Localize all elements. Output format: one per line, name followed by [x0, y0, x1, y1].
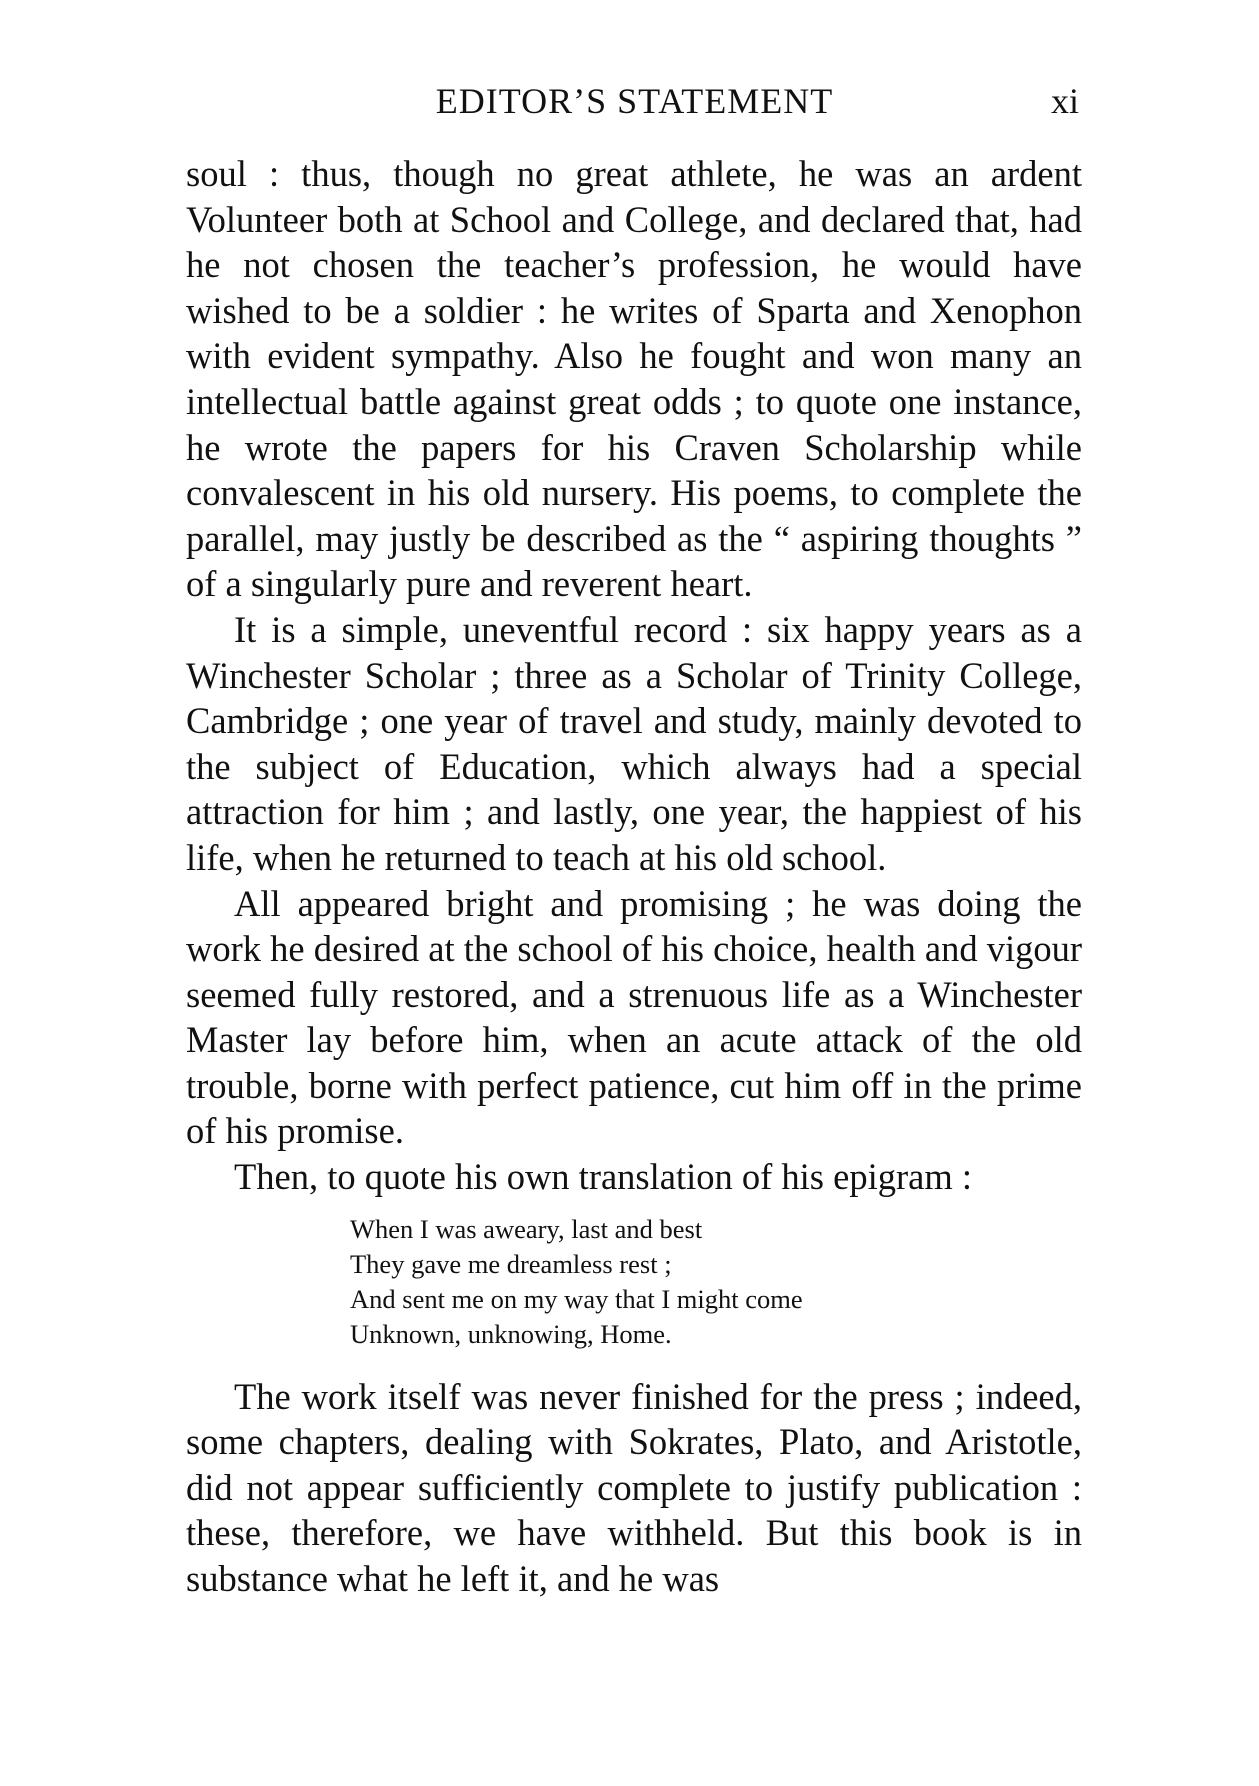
page-header — [188, 76, 1081, 126]
verse-line: Unknown, unknowing, Home. — [350, 1318, 672, 1349]
paragraph: The work itself was never finished for the press ; indeed, some chapters, dealing with Sokrates, Plato, and Aristotle, did not appear sufficiently complete to justify publication : these, therefore, we have withheld. But this book is in substance what he left it, and he was — [186, 1375, 1082, 1600]
paragraph-epigram-intro: Then, to quote his own translation of his epigram : — [234, 1156, 972, 1198]
body-text — [186, 151, 1082, 1602]
running-head: EDITOR’S STATEMENT — [435, 81, 834, 121]
verse-line: And sent me on my way that I might come — [350, 1283, 803, 1314]
paragraph-continued: soul : thus, though no great athlete, he was an ardent Volunteer both at School and College, and declared that, had he not chosen the teacher’s profession, he would have wished to be a soldier : he writes of Sparta and Xenophon with evident sympathy. Also he fought and won many an intellectual battle against great odds ; to quote one instance, he wrote the papers for his Craven Scholarship while convalescent in his old nursery. His poems, to complete the parallel, may justly be described as the “ aspiring thoughts ” of a singularly pure and reverent heart. — [186, 153, 1082, 605]
verse-line: When I was aweary, last and best — [350, 1213, 703, 1244]
paragraph: It is a simple, uneventful record : six happy years as a Winchester Scholar ; three as a Scholar of Trinity College, Cambridge ; one year of travel and study, mainly devoted to the subject of Education, which always had a special attraction for him ; and lastly, one year, the happiest of his life, when he returned to teach at his old school. — [186, 608, 1082, 878]
paragraph: All appeared bright and promising ; he was doing the work he desired at the school of his choice, health and vigour seemed fully restored, and a strenuous life as a Winchester Master lay before him, when an acute attack of the old trouble, borne with perfect patience, cut him off in the prime of his promise. — [186, 882, 1083, 1152]
epigram-verse — [350, 1212, 1082, 1352]
page-number: xi — [1050, 81, 1079, 121]
verse-line: They gave me dreamless rest ; — [350, 1248, 672, 1279]
